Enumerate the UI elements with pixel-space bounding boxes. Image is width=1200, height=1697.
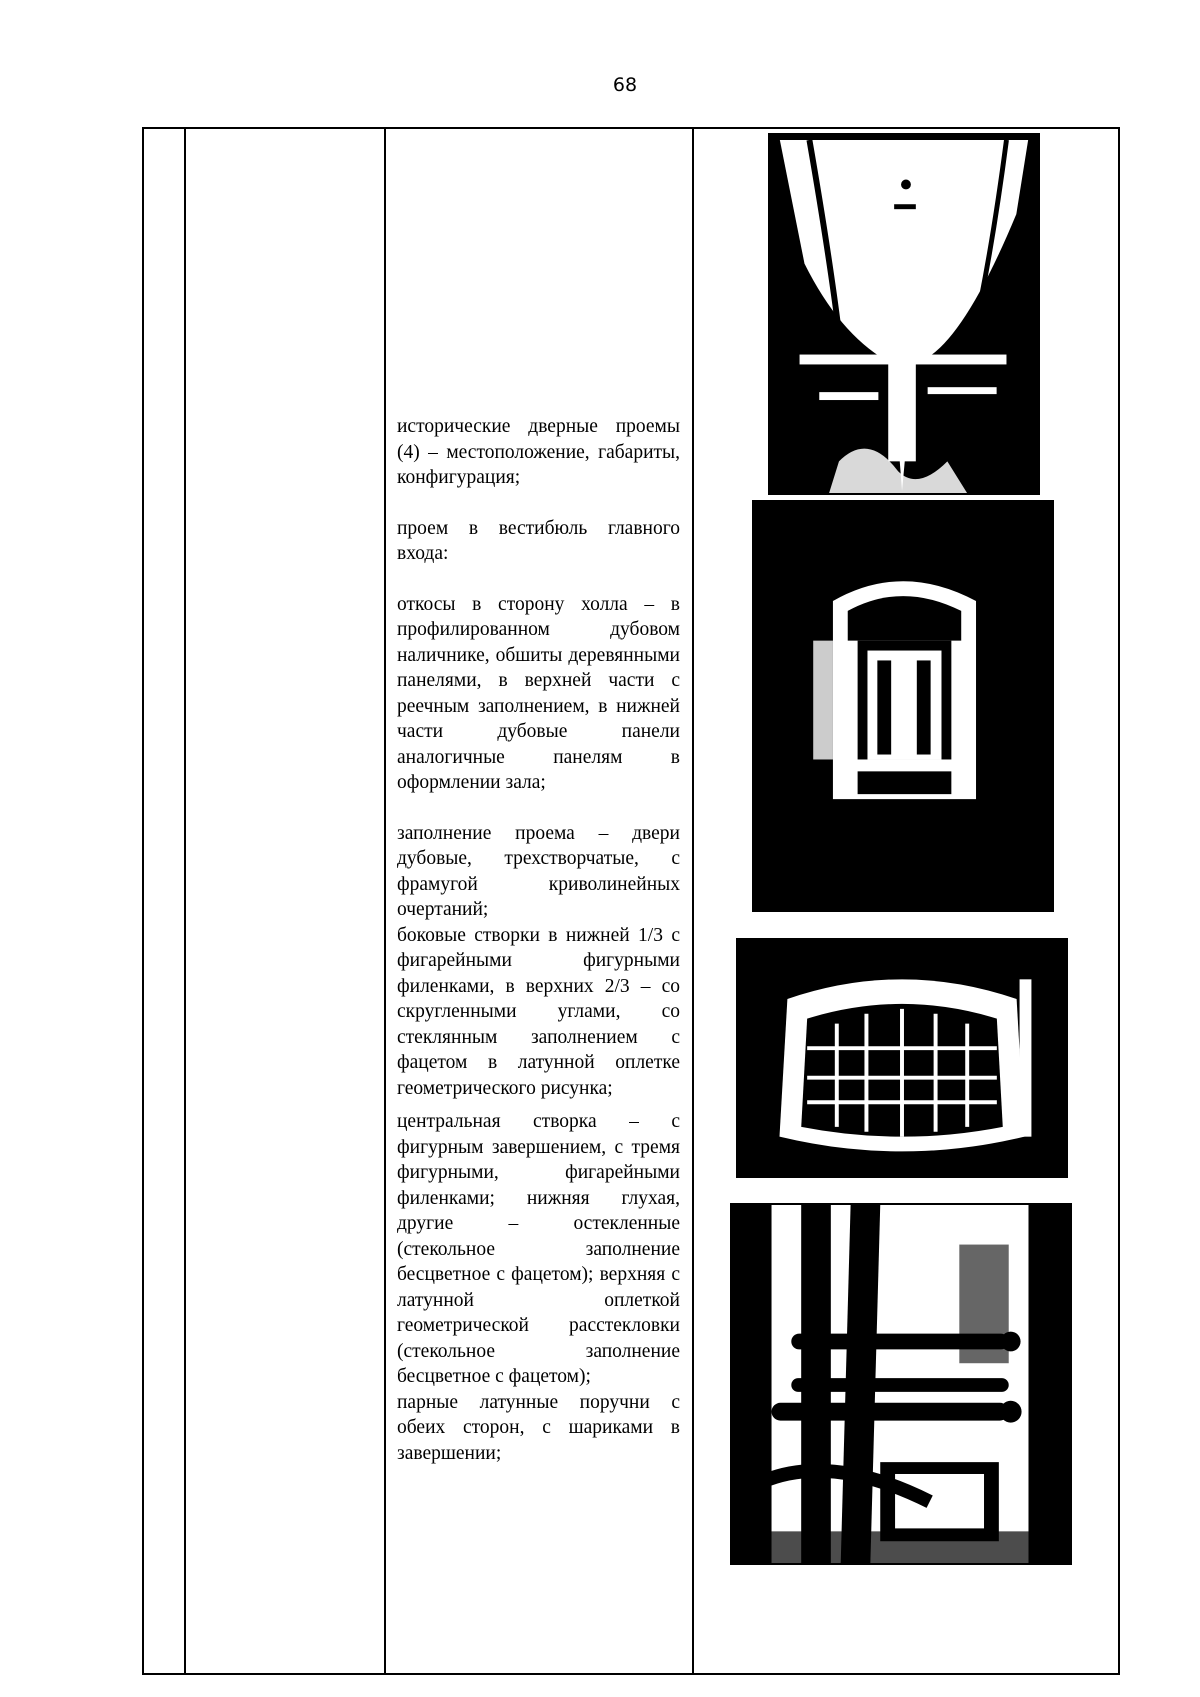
photo-arched-doorway [752,500,1054,912]
paragraph-handrails: парные латунные поручни с обеих сторон, с шариками в завершении; [397,1391,680,1464]
column-divider-1 [184,129,186,1673]
description-text [397,414,680,1466]
photo-ceiling-chandelier [768,133,1040,495]
paragraph-vestibule-opening: проем в вестибюль главного входа: [397,517,680,564]
paragraph-opening-fill: заполнение проема – двери дубовые, трехстворчатые, с фрамугой криволинейных очертаний; [397,822,680,920]
paragraph-central-leaf: центральная створка – с фигурным завершением, с тремя фигурными, фигарейными филенками; нижняя глухая, другие – остекленные (стекольное заполнение бесцветное с фацетом); верхняя с латунной оплеткой геометрической расстекловки (стекольное заполнение бесцветное с фацетом); [397,1111,680,1387]
column-divider-2 [384,129,386,1673]
page-number: 68 [612,74,638,96]
photo-glazed-door-leaded [736,938,1068,1178]
paragraph-doorways: исторические дверные проемы (4) – местоположение, габариты, конфигурация; [397,416,680,488]
column-divider-3 [692,129,694,1673]
photo-door-brass-handrails [730,1203,1072,1565]
paragraph-side-leaves: боковые створки в нижней 1/3 с фигарейными фигурными филенками, в верхних 2/3 – со скругленными углами, со стеклянным заполнением с фацетом в латунной оплетке геометрического рисунка; [397,924,680,1099]
paragraph-reveals: откосы в сторону холла – в профилированном дубовом наличнике, обшиты деревянными панелями, в верхней части с реечным заполнением, в нижней части дубовые панели аналогичные панелям в оформлении зала; [397,593,680,793]
